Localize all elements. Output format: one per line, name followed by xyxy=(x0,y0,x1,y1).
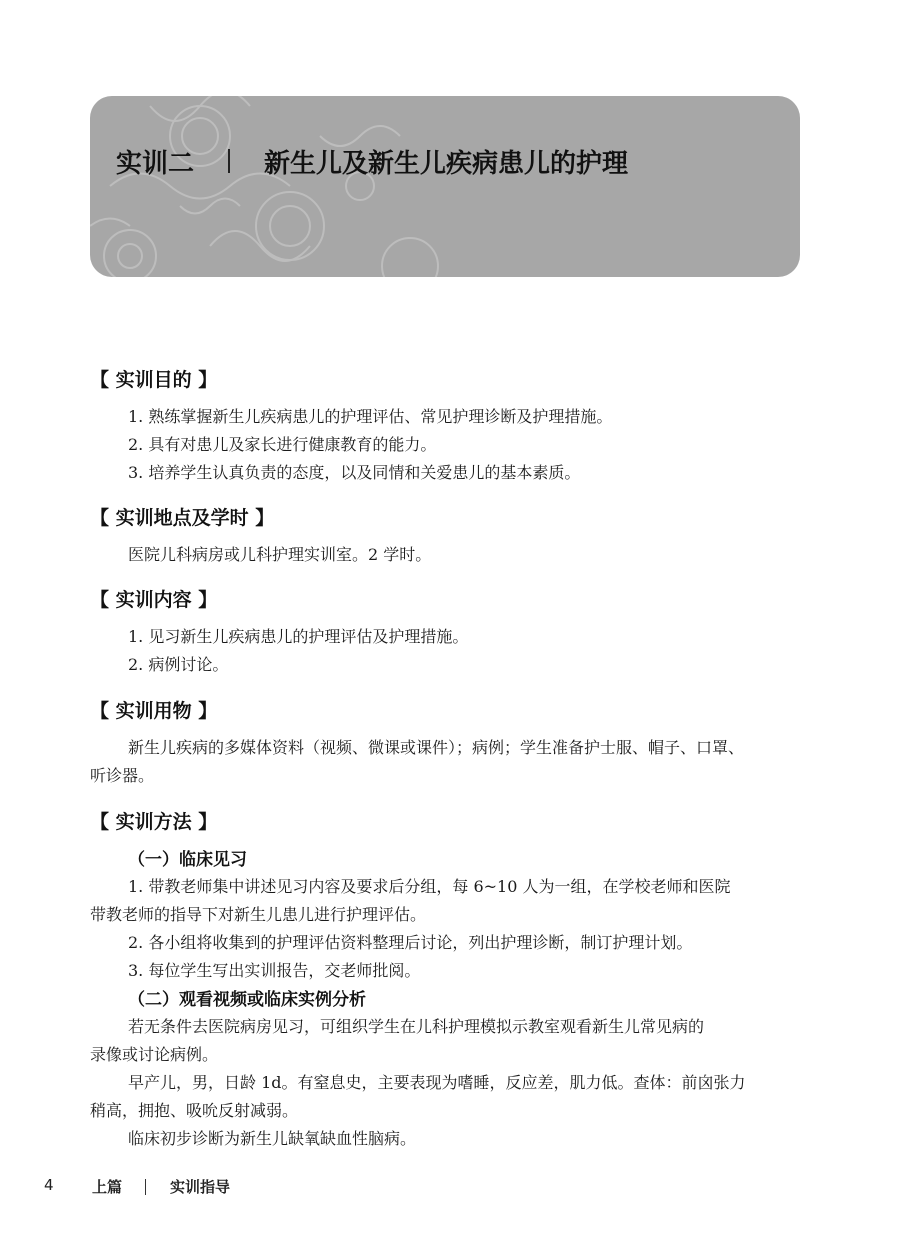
method-text-line: 早产儿，男，日龄 1d。有窒息史，主要表现为嗜睡，反应差，肌力低。查体：前囟张力 xyxy=(128,1073,746,1092)
chapter-banner xyxy=(90,96,800,277)
method-text-line: 1. 带教老师集中讲述见习内容及要求后分组，每 6~10 人为一组，在学校老师和医院 xyxy=(128,877,731,896)
section-heading-location: 【 实训地点及学时 】 xyxy=(90,507,275,529)
method-text-line: 稍高，拥抱、吸吮反射减弱。 xyxy=(90,1101,299,1120)
floral-pattern-decoration xyxy=(90,96,800,277)
footer-divider xyxy=(145,1179,146,1195)
title-divider xyxy=(228,149,230,173)
location-text: 医院儿科病房或儿科护理实训室。2 学时。 xyxy=(128,545,432,564)
method-subheading-video: （二）观看视频或临床实例分析 xyxy=(128,990,366,1010)
footer-section: 实训指导 xyxy=(170,1178,231,1196)
chapter-title: 新生儿及新生儿疾病患儿的护理 xyxy=(264,148,629,179)
footer-part: 上篇 xyxy=(92,1178,123,1196)
section-heading-supplies: 【 实训用物 】 xyxy=(90,700,218,722)
method-text-line: 临床初步诊断为新生儿缺氧缺血性脑病。 xyxy=(128,1129,417,1148)
method-text-line: 2. 各小组将收集到的护理评估资料整理后讨论，列出护理诊断，制订护理计划。 xyxy=(128,933,693,952)
purpose-item: 2. 具有对患儿及家长进行健康教育的能力。 xyxy=(128,435,437,454)
method-text-line: 带教老师的指导下对新生儿患儿进行护理评估。 xyxy=(90,905,427,924)
method-text-line: 录像或讨论病例。 xyxy=(90,1045,219,1064)
content-item: 1. 见习新生儿疾病患儿的护理评估及护理措施。 xyxy=(128,627,469,646)
supplies-text-line: 听诊器。 xyxy=(90,766,155,785)
section-heading-content: 【 实训内容 】 xyxy=(90,589,218,611)
section-heading-method: 【 实训方法 】 xyxy=(90,811,218,833)
purpose-item: 3. 培养学生认真负责的态度，以及同情和关爱患儿的基本素质。 xyxy=(128,463,581,482)
method-text-line: 若无条件去医院病房见习，可组织学生在儿科护理模拟示教室观看新生儿常见病的 xyxy=(128,1017,705,1036)
supplies-text-line: 新生儿疾病的多媒体资料（视频、微课或课件）；病例；学生准备护士服、帽子、口罩、 xyxy=(128,738,745,757)
chapter-number: 实训二 xyxy=(116,148,195,179)
content-item: 2. 病例讨论。 xyxy=(128,655,229,674)
chapter-heading xyxy=(116,141,628,181)
method-subheading-clinical: （一）临床见习 xyxy=(128,850,247,870)
section-heading-purpose: 【 实训目的 】 xyxy=(90,369,218,391)
purpose-item: 1. 熟练掌握新生儿疾病患儿的护理评估、常见护理诊断及护理措施。 xyxy=(128,407,613,426)
page-number: 4 xyxy=(44,1176,54,1194)
method-text-line: 3. 每位学生写出实训报告，交老师批阅。 xyxy=(128,961,421,980)
